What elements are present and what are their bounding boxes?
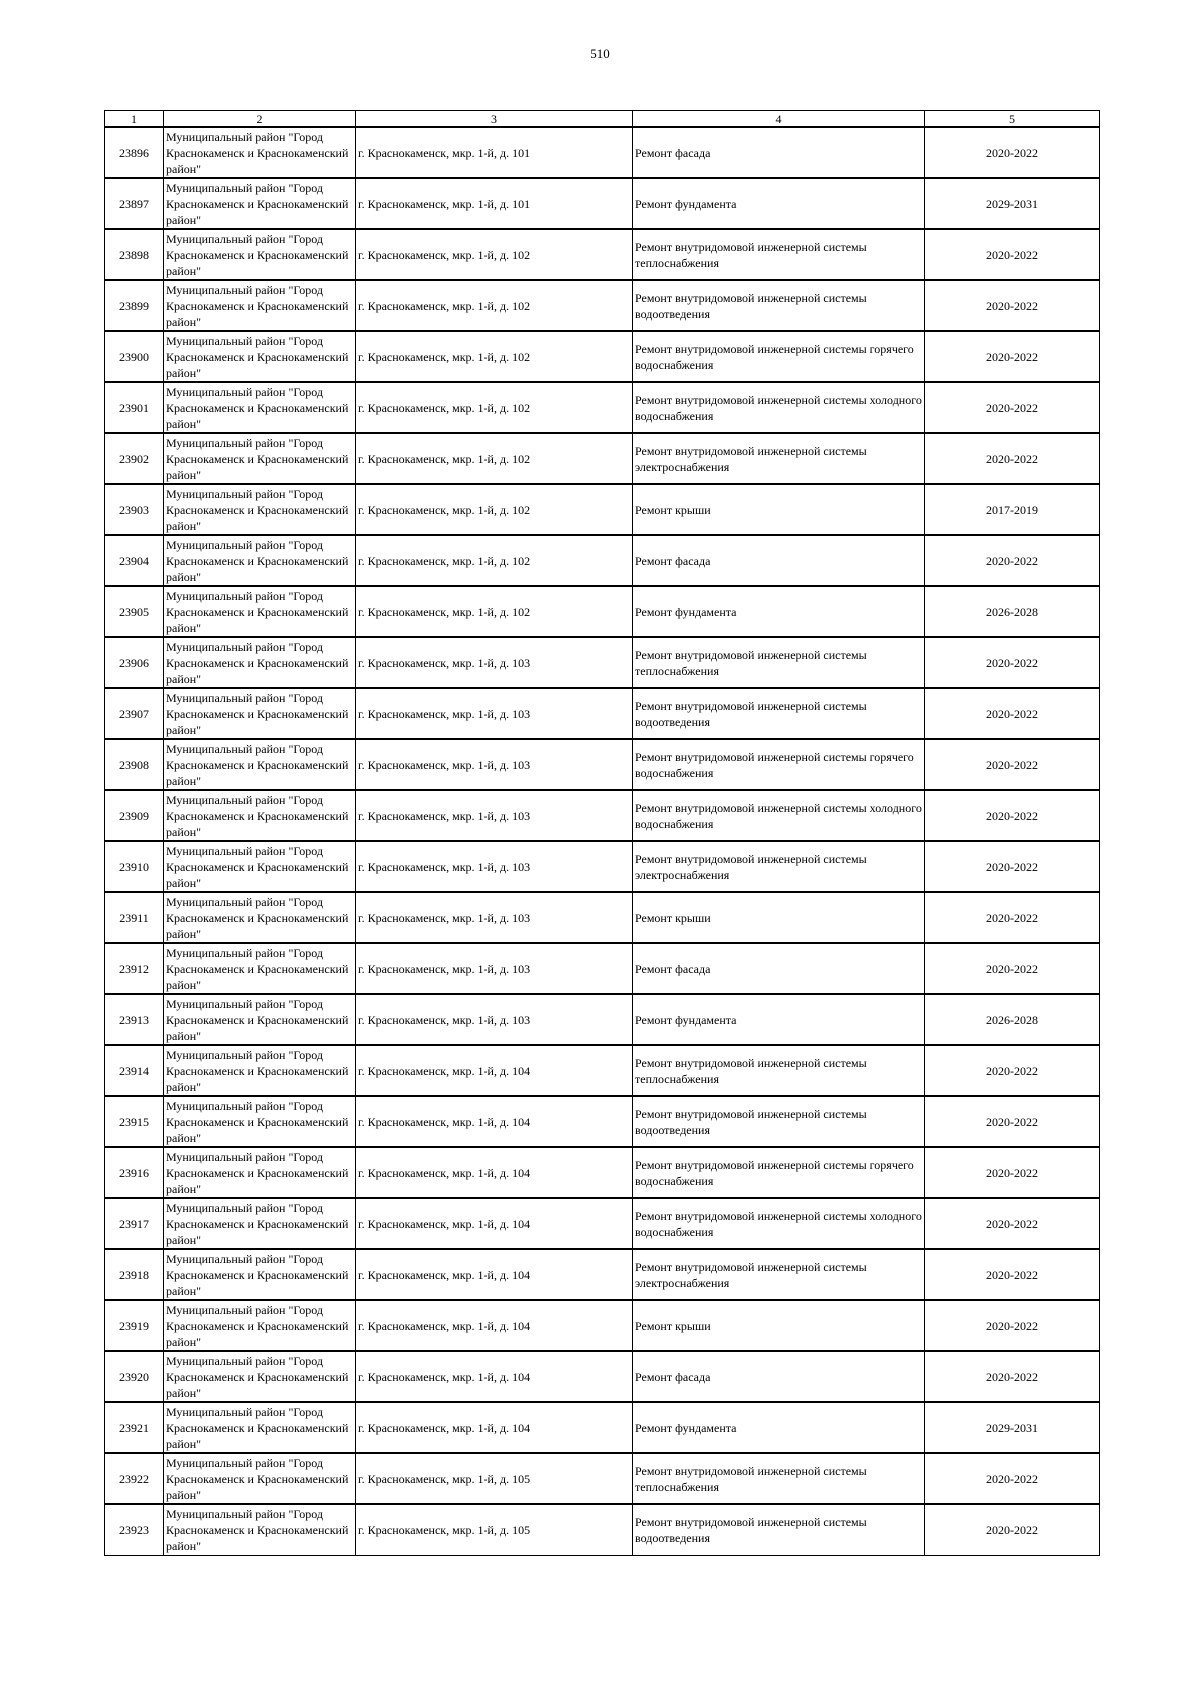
address-cell: г. Краснокаменск, мкр. 1-й, д. 102 [356,535,633,586]
municipality-cell: Муниципальный район "Город Краснокаменск и Краснокаменский район" [164,739,356,790]
table-row [105,790,1100,841]
row-number-cell: 23910 [105,841,164,892]
municipality-cell: Муниципальный район "Город Краснокаменск и Краснокаменский район" [164,280,356,331]
work-type-cell: Ремонт фасада [633,535,925,586]
period-cell: 2020-2022 [925,688,1100,739]
row-number-cell: 23919 [105,1300,164,1351]
period-cell: 2020-2022 [925,1096,1100,1147]
row-number-cell: 23906 [105,637,164,688]
column-header-4: 4 [633,111,925,128]
address-cell: г. Краснокаменск, мкр. 1-й, д. 103 [356,892,633,943]
table-row [105,1096,1100,1147]
period-cell: 2020-2022 [925,1504,1100,1555]
row-number-cell: 23912 [105,943,164,994]
row-number-cell: 23904 [105,535,164,586]
municipality-cell: Муниципальный район "Город Краснокаменск и Краснокаменский район" [164,790,356,841]
period-cell: 2020-2022 [925,331,1100,382]
period-cell: 2020-2022 [925,841,1100,892]
row-number-cell: 23914 [105,1045,164,1096]
column-header-3: 3 [356,111,633,128]
table-row [105,637,1100,688]
address-cell: г. Краснокаменск, мкр. 1-й, д. 105 [356,1504,633,1555]
table-row [105,892,1100,943]
table-row [105,1300,1100,1351]
work-type-cell: Ремонт фасада [633,127,925,178]
work-type-cell: Ремонт внутридомовой инженерной системы теплоснабжения [633,1045,925,1096]
row-number-cell: 23920 [105,1351,164,1402]
municipality-cell: Муниципальный район "Город Краснокаменск и Краснокаменский район" [164,1402,356,1453]
period-cell: 2020-2022 [925,1249,1100,1300]
address-cell: г. Краснокаменск, мкр. 1-й, д. 102 [356,229,633,280]
work-type-cell: Ремонт внутридомовой инженерной системы холодного водоснабжения [633,382,925,433]
table-row [105,1147,1100,1198]
period-cell: 2020-2022 [925,1147,1100,1198]
municipality-cell: Муниципальный район "Город Краснокаменск и Краснокаменский район" [164,229,356,280]
address-cell: г. Краснокаменск, мкр. 1-й, д. 102 [356,331,633,382]
municipality-cell: Муниципальный район "Город Краснокаменск и Краснокаменский район" [164,1504,356,1555]
row-number-cell: 23899 [105,280,164,331]
work-type-cell: Ремонт внутридомовой инженерной системы электроснабжения [633,433,925,484]
municipality-cell: Муниципальный район "Город Краснокаменск и Краснокаменский район" [164,1096,356,1147]
address-cell: г. Краснокаменск, мкр. 1-й, д. 103 [356,790,633,841]
address-cell: г. Краснокаменск, мкр. 1-й, д. 104 [356,1351,633,1402]
municipality-cell: Муниципальный район "Город Краснокаменск и Краснокаменский район" [164,994,356,1045]
table-row [105,943,1100,994]
address-cell: г. Краснокаменск, мкр. 1-й, д. 101 [356,127,633,178]
work-type-cell: Ремонт фундамента [633,1402,925,1453]
work-type-cell: Ремонт внутридомовой инженерной системы теплоснабжения [633,637,925,688]
period-cell: 2026-2028 [925,586,1100,637]
municipality-cell: Муниципальный район "Город Краснокаменск и Краснокаменский район" [164,127,356,178]
table-row [105,178,1100,229]
work-type-cell: Ремонт внутридомовой инженерной системы теплоснабжения [633,1453,925,1504]
table-row [105,382,1100,433]
municipality-cell: Муниципальный район "Город Краснокаменск и Краснокаменский район" [164,535,356,586]
row-number-cell: 23908 [105,739,164,790]
address-cell: г. Краснокаменск, мкр. 1-й, д. 102 [356,280,633,331]
address-cell: г. Краснокаменск, мкр. 1-й, д. 103 [356,688,633,739]
period-cell: 2020-2022 [925,790,1100,841]
work-type-cell: Ремонт фундамента [633,586,925,637]
address-cell: г. Краснокаменск, мкр. 1-й, д. 103 [356,841,633,892]
period-cell: 2020-2022 [925,1453,1100,1504]
municipality-cell: Муниципальный район "Город Краснокаменск и Краснокаменский район" [164,943,356,994]
row-number-cell: 23917 [105,1198,164,1249]
work-type-cell: Ремонт внутридомовой инженерной системы электроснабжения [633,841,925,892]
period-cell: 2020-2022 [925,433,1100,484]
address-cell: г. Краснокаменск, мкр. 1-й, д. 102 [356,484,633,535]
address-cell: г. Краснокаменск, мкр. 1-й, д. 101 [356,178,633,229]
table-row [105,1402,1100,1453]
row-number-cell: 23897 [105,178,164,229]
municipality-cell: Муниципальный район "Город Краснокаменск и Краснокаменский район" [164,484,356,535]
row-number-cell: 23903 [105,484,164,535]
address-cell: г. Краснокаменск, мкр. 1-й, д. 104 [356,1096,633,1147]
address-cell: г. Краснокаменск, мкр. 1-й, д. 104 [356,1198,633,1249]
municipality-cell: Муниципальный район "Город Краснокаменск и Краснокаменский район" [164,1147,356,1198]
table-row [105,280,1100,331]
column-header-5: 5 [925,111,1100,128]
period-cell: 2020-2022 [925,739,1100,790]
row-number-cell: 23921 [105,1402,164,1453]
work-type-cell: Ремонт внутридомовой инженерной системы теплоснабжения [633,229,925,280]
row-number-cell: 23898 [105,229,164,280]
work-type-cell: Ремонт внутридомовой инженерной системы водоотведения [633,1504,925,1555]
period-cell: 2020-2022 [925,535,1100,586]
municipality-cell: Муниципальный район "Город Краснокаменск и Краснокаменский район" [164,1351,356,1402]
row-number-cell: 23909 [105,790,164,841]
period-cell: 2017-2019 [925,484,1100,535]
municipality-cell: Муниципальный район "Город Краснокаменск и Краснокаменский район" [164,892,356,943]
table-row [105,1045,1100,1096]
row-number-cell: 23902 [105,433,164,484]
row-number-cell: 23923 [105,1504,164,1555]
table-row [105,586,1100,637]
work-type-cell: Ремонт внутридомовой инженерной системы горячего водоснабжения [633,331,925,382]
row-number-cell: 23916 [105,1147,164,1198]
header-row [105,111,1100,128]
table-row [105,484,1100,535]
table-row [105,127,1100,178]
municipality-cell: Муниципальный район "Город Краснокаменск и Краснокаменский район" [164,1198,356,1249]
period-cell: 2020-2022 [925,1045,1100,1096]
municipality-cell: Муниципальный район "Город Краснокаменск и Краснокаменский район" [164,688,356,739]
table-row [105,433,1100,484]
work-type-cell: Ремонт фасада [633,943,925,994]
work-type-cell: Ремонт внутридомовой инженерной системы холодного водоснабжения [633,1198,925,1249]
work-type-cell: Ремонт фундамента [633,178,925,229]
municipality-cell: Муниципальный район "Город Краснокаменск и Краснокаменский район" [164,1300,356,1351]
work-type-cell: Ремонт внутридомовой инженерной системы горячего водоснабжения [633,739,925,790]
address-cell: г. Краснокаменск, мкр. 1-й, д. 103 [356,994,633,1045]
table-row [105,841,1100,892]
work-type-cell: Ремонт внутридомовой инженерной системы электроснабжения [633,1249,925,1300]
period-cell: 2020-2022 [925,382,1100,433]
table-row [105,688,1100,739]
column-header-2: 2 [164,111,356,128]
period-cell: 2020-2022 [925,1300,1100,1351]
period-cell: 2020-2022 [925,892,1100,943]
table-row [105,1453,1100,1504]
row-number-cell: 23901 [105,382,164,433]
municipality-cell: Муниципальный район "Город Краснокаменск и Краснокаменский район" [164,637,356,688]
address-cell: г. Краснокаменск, мкр. 1-й, д. 103 [356,739,633,790]
address-cell: г. Краснокаменск, мкр. 1-й, д. 104 [356,1249,633,1300]
period-cell: 2026-2028 [925,994,1100,1045]
period-cell: 2020-2022 [925,127,1100,178]
period-cell: 2020-2022 [925,637,1100,688]
period-cell: 2020-2022 [925,1351,1100,1402]
period-cell: 2029-2031 [925,1402,1100,1453]
row-number-cell: 23907 [105,688,164,739]
work-type-cell: Ремонт фасада [633,1351,925,1402]
address-cell: г. Краснокаменск, мкр. 1-й, д. 105 [356,1453,633,1504]
table-row [105,535,1100,586]
table-row [105,229,1100,280]
table-row [105,994,1100,1045]
table-row [105,331,1100,382]
address-cell: г. Краснокаменск, мкр. 1-й, д. 103 [356,943,633,994]
work-type-cell: Ремонт внутридомовой инженерной системы холодного водоснабжения [633,790,925,841]
table-row [105,1351,1100,1402]
address-cell: г. Краснокаменск, мкр. 1-й, д. 104 [356,1402,633,1453]
municipality-cell: Муниципальный район "Город Краснокаменск и Краснокаменский район" [164,841,356,892]
address-cell: г. Краснокаменск, мкр. 1-й, д. 102 [356,382,633,433]
period-cell: 2020-2022 [925,229,1100,280]
column-header-1: 1 [105,111,164,128]
municipality-cell: Муниципальный район "Город Краснокаменск и Краснокаменский район" [164,178,356,229]
table-row [105,1249,1100,1300]
row-number-cell: 23905 [105,586,164,637]
work-type-cell: Ремонт внутридомовой инженерной системы водоотведения [633,688,925,739]
municipality-cell: Муниципальный район "Город Краснокаменск и Краснокаменский район" [164,382,356,433]
address-cell: г. Краснокаменск, мкр. 1-й, д. 102 [356,586,633,637]
row-number-cell: 23913 [105,994,164,1045]
table-row [105,1504,1100,1555]
row-number-cell: 23911 [105,892,164,943]
table-row [105,1198,1100,1249]
row-number-cell: 23900 [105,331,164,382]
work-type-cell: Ремонт внутридомовой инженерной системы водоотведения [633,280,925,331]
work-type-cell: Ремонт внутридомовой инженерной системы горячего водоснабжения [633,1147,925,1198]
municipality-cell: Муниципальный район "Город Краснокаменск и Краснокаменский район" [164,1249,356,1300]
address-cell: г. Краснокаменск, мкр. 1-й, д. 103 [356,637,633,688]
period-cell: 2020-2022 [925,943,1100,994]
municipality-cell: Муниципальный район "Город Краснокаменск и Краснокаменский район" [164,586,356,637]
period-cell: 2029-2031 [925,178,1100,229]
municipality-cell: Муниципальный район "Город Краснокаменск и Краснокаменский район" [164,433,356,484]
work-type-cell: Ремонт крыши [633,484,925,535]
row-number-cell: 23918 [105,1249,164,1300]
address-cell: г. Краснокаменск, мкр. 1-й, д. 102 [356,433,633,484]
row-number-cell: 23896 [105,127,164,178]
work-type-cell: Ремонт фундамента [633,994,925,1045]
work-type-cell: Ремонт крыши [633,1300,925,1351]
table-row [105,739,1100,790]
page-number: 510 [590,46,610,61]
work-type-cell: Ремонт крыши [633,892,925,943]
period-cell: 2020-2022 [925,280,1100,331]
work-type-cell: Ремонт внутридомовой инженерной системы водоотведения [633,1096,925,1147]
row-number-cell: 23915 [105,1096,164,1147]
row-number-cell: 23922 [105,1453,164,1504]
period-cell: 2020-2022 [925,1198,1100,1249]
address-cell: г. Краснокаменск, мкр. 1-й, д. 104 [356,1045,633,1096]
municipality-cell: Муниципальный район "Город Краснокаменск и Краснокаменский район" [164,1453,356,1504]
municipality-cell: Муниципальный район "Город Краснокаменск и Краснокаменский район" [164,331,356,382]
address-cell: г. Краснокаменск, мкр. 1-й, д. 104 [356,1147,633,1198]
repair-schedule-table [104,110,1100,1556]
address-cell: г. Краснокаменск, мкр. 1-й, д. 104 [356,1300,633,1351]
municipality-cell: Муниципальный район "Город Краснокаменск и Краснокаменский район" [164,1045,356,1096]
